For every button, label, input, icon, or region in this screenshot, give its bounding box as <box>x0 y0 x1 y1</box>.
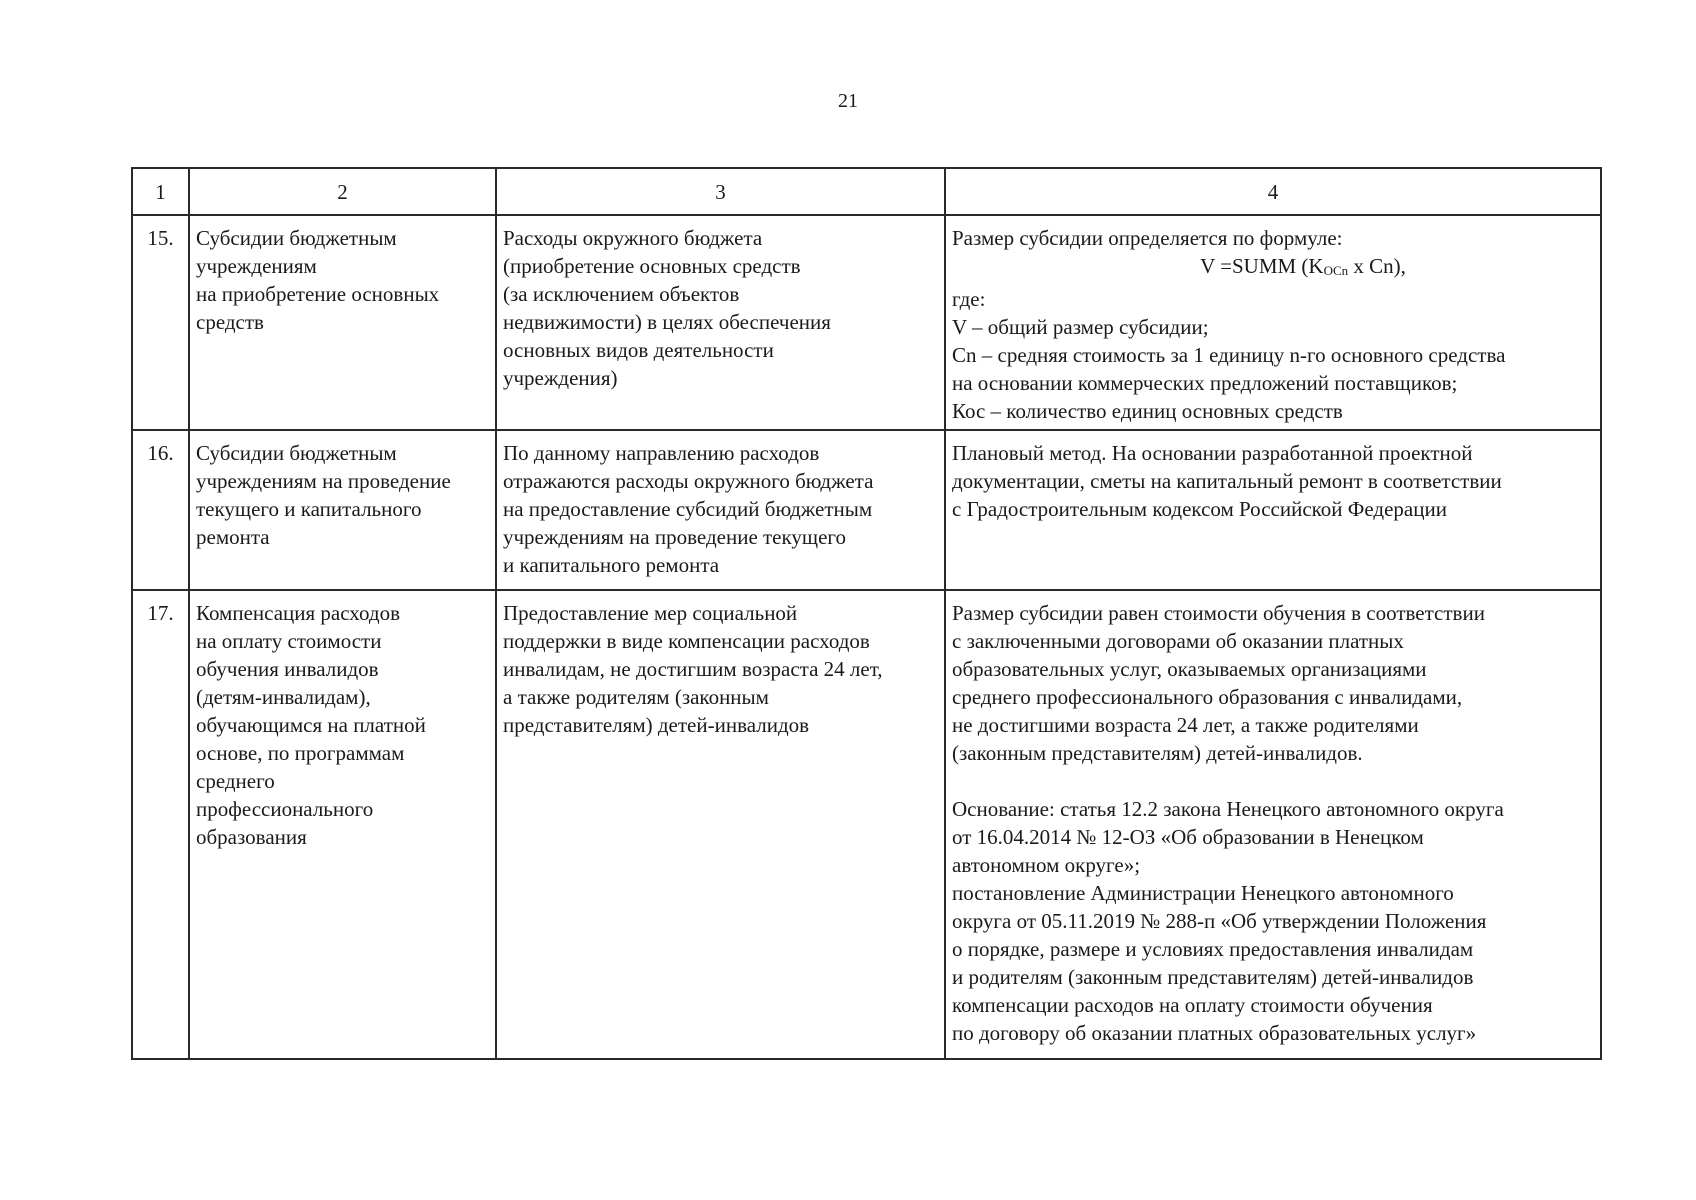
text-line: округа от 05.11.2019 № 288-п «Об утверждении Положения <box>952 909 1487 933</box>
table-row <box>132 430 1601 590</box>
text-line: о порядке, размере и условиях предоставления инвалидам <box>952 937 1474 961</box>
row-number: 15. <box>132 215 189 430</box>
paragraph-gap <box>952 767 1594 795</box>
text-line: учреждениям на проведение текущего <box>503 525 846 549</box>
row-number: 16. <box>132 430 189 590</box>
text-line: где: <box>952 287 986 311</box>
text-line: на оплату стоимости <box>196 629 382 653</box>
expense-description-cell <box>496 590 945 1059</box>
text-line: по договору об оказании платных образовательных услуг» <box>952 1021 1477 1045</box>
expenditure-table <box>131 167 1602 1060</box>
calculation-method-cell <box>945 430 1601 590</box>
text-line: от 16.04.2014 № 12-ОЗ «Об образовании в Ненецком <box>952 825 1424 849</box>
expense-description-cell <box>496 215 945 430</box>
text-line: на основании коммерческих предложений поставщиков; <box>952 371 1458 395</box>
text-line: V – общий размер субсидии; <box>952 315 1209 339</box>
expense-name-cell <box>189 430 496 590</box>
expense-name-cell <box>189 590 496 1059</box>
text-line: По данному направлению расходов <box>503 441 820 465</box>
text-line: Субсидии бюджетным <box>196 441 397 465</box>
formula-intro: Размер субсидии определяется по формуле: <box>952 226 1343 250</box>
text-line: Кос – количество единиц основных средств <box>952 399 1343 423</box>
text-line: представителям) детей-инвалидов <box>503 713 810 737</box>
text-line: средств <box>196 310 264 334</box>
text-line: среднего профессионального образования с инвалидами, <box>952 685 1463 709</box>
text-line: образовательных услуг, оказываемых организациями <box>952 657 1427 681</box>
expense-name-cell <box>189 215 496 430</box>
text-line: автономном округе»; <box>952 853 1141 877</box>
text-line: отражаются расходы окружного бюджета <box>503 469 874 493</box>
text-line: основе, по программам <box>196 741 405 765</box>
text-line: образования <box>196 825 307 849</box>
text-line: учреждения) <box>503 366 618 390</box>
text-line: обучения инвалидов <box>196 657 379 681</box>
text-line: документации, сметы на капитальный ремонт в соответствии <box>952 469 1502 493</box>
text-line: учреждениям <box>196 254 317 278</box>
header-col-3: 3 <box>496 168 945 215</box>
header-col-2: 2 <box>189 168 496 215</box>
table-header-row <box>132 168 1601 215</box>
text-line: ремонта <box>196 525 270 549</box>
text-line: компенсации расходов на оплату стоимости обучения <box>952 993 1433 1017</box>
text-line: Расходы окружного бюджета <box>503 226 763 250</box>
text-line: (приобретение основных средств <box>503 254 801 278</box>
page-number: 21 <box>838 90 858 112</box>
text-line: Cn – средняя стоимость за 1 единицу n-го основного средства <box>952 343 1506 367</box>
text-line: Компенсация расходов <box>196 601 400 625</box>
text-line: на предоставление субсидий бюджетным <box>503 497 873 521</box>
calculation-method-cell <box>945 215 1601 430</box>
table-row <box>132 590 1601 1059</box>
text-line: (за исключением объектов <box>503 282 740 306</box>
formula-suffix: x Cn), <box>1348 254 1406 278</box>
text-line: и капитального ремонта <box>503 553 720 577</box>
header-col-4: 4 <box>945 168 1601 215</box>
formula <box>952 252 1594 285</box>
table-row <box>132 215 1601 430</box>
calculation-method-cell <box>945 590 1601 1059</box>
expense-description-cell <box>496 430 945 590</box>
text-line: не достигшими возраста 24 лет, а также родителями <box>952 713 1419 737</box>
formula-prefix: V =SUMM (K <box>1200 254 1324 278</box>
text-line: Плановый метод. На основании разработанной проектной <box>952 441 1473 465</box>
text-line: основных видов деятельности <box>503 338 774 362</box>
text-line: инвалидам, не достигшим возраста 24 лет, <box>503 657 883 681</box>
text-line: среднего <box>196 769 275 793</box>
row-number: 17. <box>132 590 189 1059</box>
text-line: на приобретение основных <box>196 282 440 306</box>
text-line: а также родителям (законным <box>503 685 769 709</box>
text-line: с Градостроительным кодексом Российской Федерации <box>952 497 1447 521</box>
text-line: поддержки в виде компенсации расходов <box>503 629 870 653</box>
text-line: учреждениям на проведение <box>196 469 451 493</box>
text-line: Предоставление мер социальной <box>503 601 798 625</box>
header-col-1: 1 <box>132 168 189 215</box>
text-line: Субсидии бюджетным <box>196 226 397 250</box>
text-line: (детям-инвалидам), <box>196 685 371 709</box>
text-line: недвижимости) в целях обеспечения <box>503 310 831 334</box>
formula-subscript: OCn <box>1323 263 1349 278</box>
text-line: постановление Администрации Ненецкого автономного <box>952 881 1454 905</box>
text-line: (законным представителям) детей-инвалидов. <box>952 741 1363 765</box>
text-line: Основание: статья 12.2 закона Ненецкого автономного округа <box>952 797 1504 821</box>
text-line: обучающимся на платной <box>196 713 426 737</box>
text-line: с заключенными договорами об оказании платных <box>952 629 1404 653</box>
text-line: профессионального <box>196 797 374 821</box>
text-line: текущего и капитального <box>196 497 422 521</box>
text-line: Размер субсидии равен стоимости обучения в соответствии <box>952 601 1485 625</box>
text-line: и родителям (законным представителям) детей-инвалидов <box>952 965 1474 989</box>
